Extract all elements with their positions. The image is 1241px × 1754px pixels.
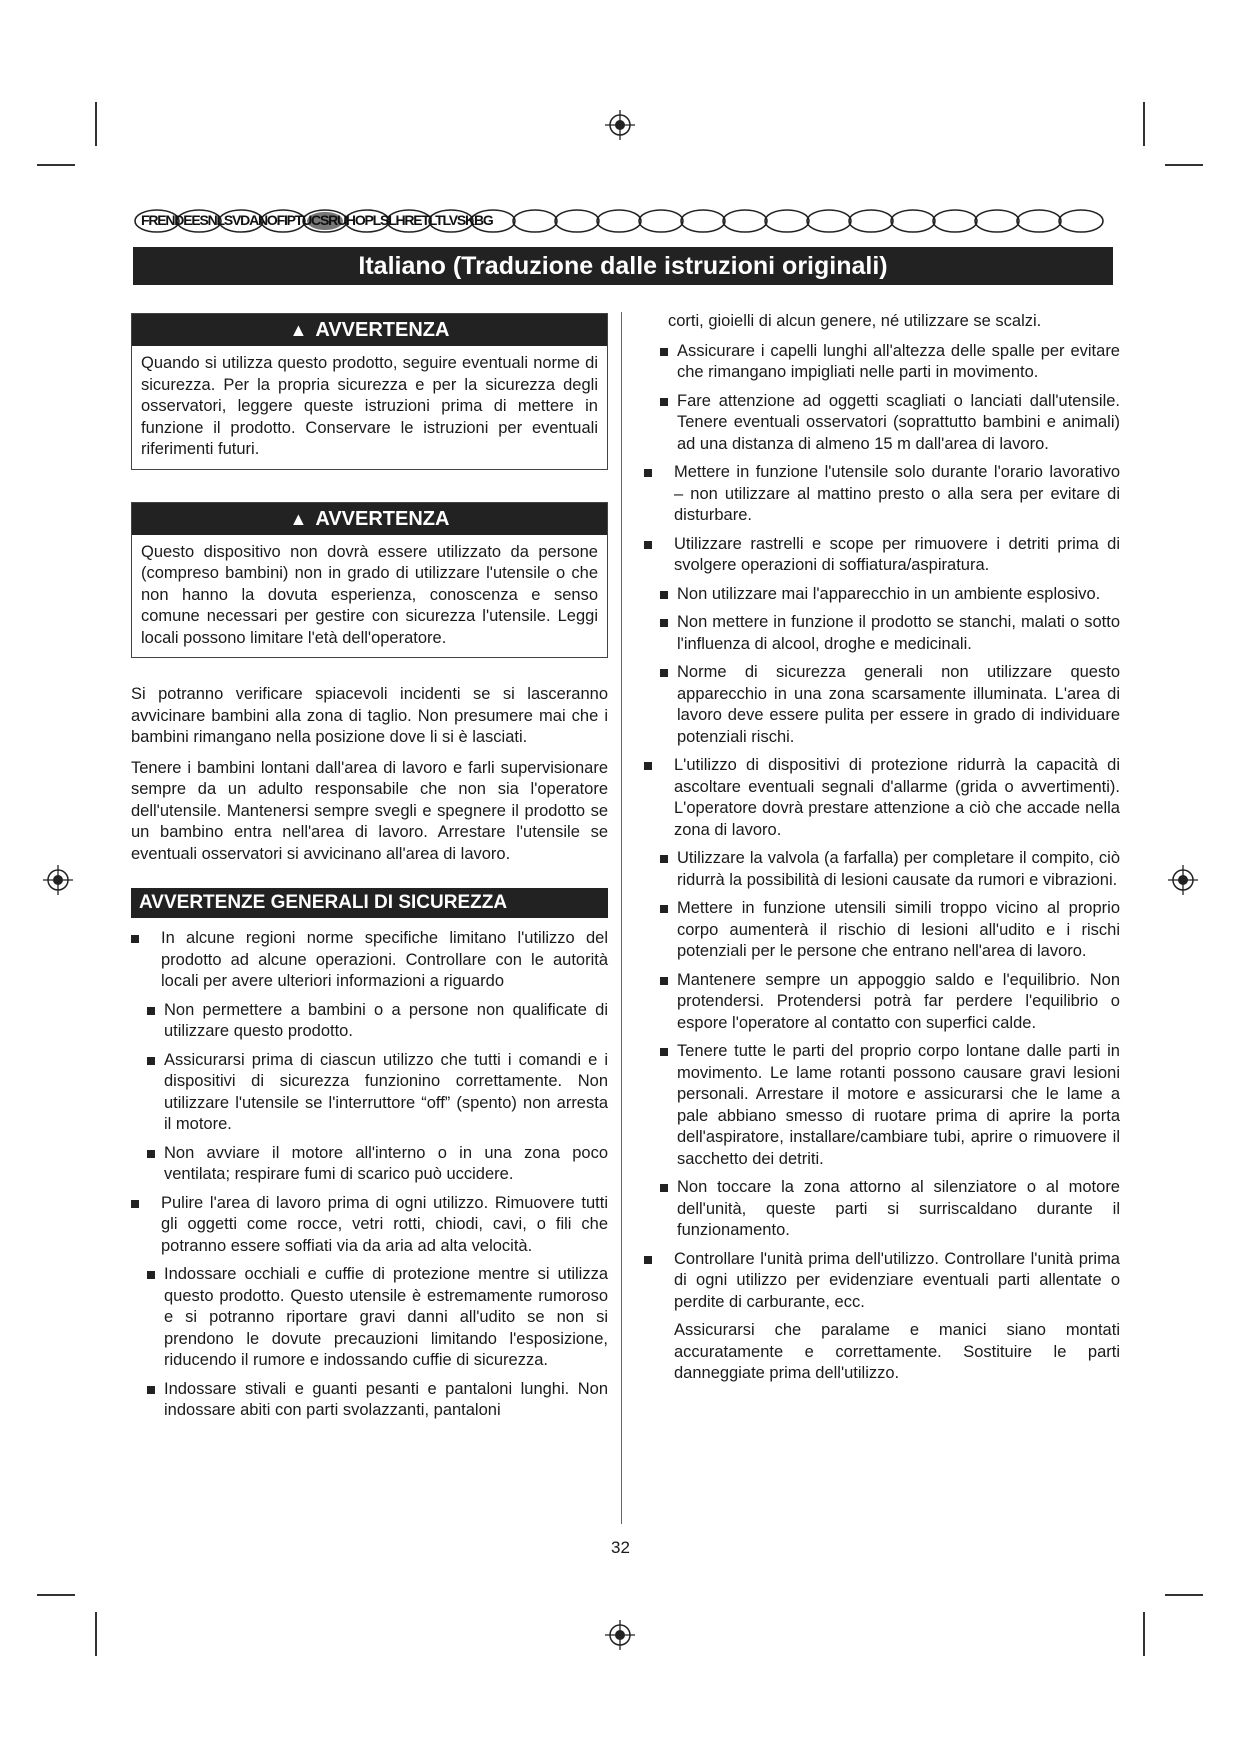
crop-mark xyxy=(1165,1594,1203,1596)
bullet-square-icon xyxy=(660,619,668,627)
bullet-text: Assicurarsi prima di ciascun utilizzo che tutti i comandi e i dispositivi di sicurezza funzionino correttamente. Non utilizzare l'utensile se l'interruttore “off” (spento) non arresta il motore. xyxy=(164,1050,608,1133)
bullet-text: Mettere in funzione l'utensile solo durante l'orario lavorativo – non utilizzare al mattino presto o alla sera per evitare di disturbare. xyxy=(674,463,1120,524)
bullet-text: Pulire l'area di lavoro prima di ogni utilizzo. Rimuovere tutti gli oggetti come rocce, vetri rotti, chiodi, cavi, o fili che potranno essere soffiati via da aria ad alta velocità. xyxy=(161,1193,608,1255)
page-title: Italiano (Traduzione dalle istruzioni originali) xyxy=(133,247,1113,285)
crop-mark xyxy=(37,164,75,166)
bullet-text: Non utilizzare mai l'apparecchio in un ambiente esplosivo. xyxy=(677,584,1101,603)
body-paragraph: Assicurarsi che paralame e manici siano montati accuratamente e correttamente. Sostituire le parti danneggiate prima dell'utilizzo. xyxy=(674,1321,1120,1382)
bullet-square-icon xyxy=(660,977,668,985)
warning-box xyxy=(131,313,608,470)
bullet-square-icon xyxy=(644,1256,652,1264)
bullet-item xyxy=(644,898,1120,963)
language-codes: FRENDEESNLSVDANOFIPTUCSRUHOPLSLHRETLTLVSKBG xyxy=(141,212,493,228)
left-column xyxy=(131,313,608,1429)
bullet-item xyxy=(131,1264,608,1372)
bullet-square-icon xyxy=(147,1271,155,1279)
bullet-text: Fare attenzione ad oggetti scagliati o lanciati dall'utensile. Tenere eventuali osservatori (soprattutto bambini e animali) ad una distanza di almeno 15 m dall'area di lavoro. xyxy=(677,391,1120,453)
bullet-text: In alcune regioni norme specifiche limitano l'utilizzo del prodotto ad alcune operazioni. Controllare con le autorità locali per avere ulteriori informazioni a riguardo xyxy=(161,929,608,990)
right-column xyxy=(644,311,1120,1394)
warning-title: AVVERTENZA xyxy=(315,319,450,341)
body-paragraph: Tenere i bambini lontani dall'area di lavoro e farli supervisionare sempre da un adulto responsabile che non sia l'operatore dell'utensile. Mantenersi sempre svegli e spegnere il prodotto se un bambino entra nell'area di lavoro. Arrestare l'utensile se eventuali osservatori si avvicinano all'area di lavoro. xyxy=(131,758,608,863)
bullet-text: Assicurare i capelli lunghi all'altezza delle spalle per evitare che rimangano impigliati nelle parti in movimento. xyxy=(677,341,1120,381)
bullet-text: Tenere tutte le parti del proprio corpo lontane dalle parti in movimento. Le lame rotanti possono causare gravi lesioni personali. Arrestare il motore e assicurarsi che le lame a pale abbiano smesso di ruotare prima di aprire la porta dell'aspiratore, installare/cambiare tubi, aprire o rimuovere il sacchetto dei detriti. xyxy=(677,1042,1120,1168)
bullet-square-icon xyxy=(660,905,668,913)
warning-header xyxy=(132,503,607,535)
language-tabs xyxy=(133,207,1113,235)
bullet-square-icon xyxy=(660,1184,668,1192)
warning-text: Questo dispositivo non dovrà essere utilizzato da persone (compreso bambini) non in grado di utilizzare l'utensile o che non hanno la dovuta esperienza, conoscenza e senso comune necessari per gestire con sicurezza l'utensile. Leggi locali possono limitare l'età dell'operatore. xyxy=(141,542,598,647)
bullet-square-icon xyxy=(147,1150,155,1158)
bullet-text: Non avviare il motore all'interno o in una zona poco ventilata; respirare fumi di scarico può uccidere. xyxy=(164,1143,608,1183)
crop-mark xyxy=(37,1594,75,1596)
bullet-square-icon xyxy=(644,541,652,549)
bullet-text: Norme di sicurezza generali non utilizzare questo apparecchio in una zona scarsamente illuminata. L'area di lavoro deve essere pulita per essere in grado di individuare potenziali rischi. xyxy=(677,663,1120,746)
page-number: 32 xyxy=(611,1538,630,1557)
bullet-square-icon xyxy=(660,398,668,406)
bullet-square-icon xyxy=(644,469,652,477)
bullet-square-icon xyxy=(660,348,668,356)
bullet-text: Indossare stivali e guanti pesanti e pantaloni lunghi. Non indossare abiti con parti svolazzanti, pantaloni xyxy=(164,1379,608,1419)
registration-mark-icon xyxy=(605,1620,635,1650)
bullet-item xyxy=(644,584,1120,606)
bullet-text: Controllare l'unità prima dell'utilizzo. Controllare l'unità prima di ogni utilizzo per evidenziare eventuali parti allentate o perdite di carburante, ecc. xyxy=(674,1249,1120,1311)
warning-box xyxy=(131,502,608,659)
bullet-item xyxy=(131,1193,608,1258)
bullet-square-icon xyxy=(147,1057,155,1065)
registration-mark-icon xyxy=(605,110,635,140)
bullet-square-icon xyxy=(131,1200,139,1208)
registration-mark-icon xyxy=(43,865,73,895)
body-paragraph: Si potranno verificare spiacevoli incidenti se si lasceranno avvicinare bambini alla zona di taglio. Non presumere mai che i bambini rimangano nella posizione dove li si è lasciati. xyxy=(131,685,608,746)
bullet-text: Non mettere in funzione il prodotto se stanchi, malati o sotto l'influenza di alcool, droghe e medicinali. xyxy=(677,613,1120,653)
bullet-item xyxy=(644,1041,1120,1170)
bullet-square-icon xyxy=(147,1386,155,1394)
bullet-item xyxy=(644,755,1120,841)
crop-mark xyxy=(1165,164,1203,166)
bullet-text: Mettere in funzione utensili simili troppo vicino al proprio corpo aumenterà il rischio di lesioni all'udito e i rischi potenziali per le persone che entrano nell'area di lavoro. xyxy=(677,899,1120,960)
bullet-text: L'utilizzo di dispositivi di protezione ridurrà la capacità di ascoltare eventuali segnali d'allarme (grida o avvertimenti). L'operatore dovrà prestare attenzione a ciò che accade nella zona di lavoro. xyxy=(674,756,1120,839)
bullet-square-icon xyxy=(660,669,668,677)
bullet-text: Utilizzare rastrelli e scope per rimuovere i detriti prima di svolgere operazioni di soffiatura/aspiratura. xyxy=(674,534,1120,574)
column-divider xyxy=(621,312,622,1524)
bullet-text: Utilizzare la valvola (a farfalla) per completare il compito, ciò ridurrà la possibilità di lesioni causate da rumori e vibrazioni. xyxy=(677,849,1120,889)
crop-mark xyxy=(1143,102,1145,146)
bullet-square-icon xyxy=(660,591,668,599)
bullet-item xyxy=(131,928,608,993)
crop-mark xyxy=(95,102,97,146)
bullet-item xyxy=(644,341,1120,384)
bullet-text: Non toccare la zona attorno al silenziatore o al motore dell'unità, queste parti si surriscaldano durante il funzionamento. xyxy=(677,1178,1120,1239)
bullet-item xyxy=(644,612,1120,655)
bullet-item xyxy=(131,1000,608,1043)
registration-mark-icon xyxy=(1168,865,1198,895)
bullet-item xyxy=(644,662,1120,748)
bullet-item xyxy=(644,462,1120,527)
section-heading: AVVERTENZE GENERALI DI SICUREZZA xyxy=(131,888,608,918)
bullet-item xyxy=(131,1143,608,1186)
bullet-text: Mantenere sempre un appoggio saldo e l'equilibrio. Non protendersi. Protendersi potrà far perdere l'equilibrio o espore l'operatore al contatto con superfici calde. xyxy=(677,970,1120,1032)
bullet-text: Non permettere a bambini o a persone non qualificate di utilizzare questo prodotto. xyxy=(164,1000,608,1040)
bullet-item xyxy=(644,1249,1120,1314)
bullet-item xyxy=(644,534,1120,577)
bullet-item xyxy=(644,848,1120,891)
crop-mark xyxy=(95,1612,97,1656)
bullet-square-icon xyxy=(660,855,668,863)
bullet-square-icon xyxy=(660,1048,668,1056)
bullet-item xyxy=(644,970,1120,1035)
bullet-square-icon xyxy=(644,762,652,770)
warning-triangle-icon: ▲ xyxy=(289,508,308,529)
warning-title: AVVERTENZA xyxy=(315,507,450,530)
bullet-square-icon xyxy=(131,935,139,943)
continuation-text: corti, gioielli di alcun genere, né utilizzare se scalzi. xyxy=(668,312,1042,330)
crop-mark xyxy=(1143,1612,1145,1656)
warning-header xyxy=(132,314,607,346)
bullet-square-icon xyxy=(147,1007,155,1015)
bullet-item xyxy=(644,1177,1120,1242)
bullet-item xyxy=(644,391,1120,456)
bullet-item xyxy=(131,1379,608,1422)
warning-triangle-icon: ▲ xyxy=(289,320,308,340)
warning-text: Quando si utilizza questo prodotto, seguire eventuali norme di sicurezza. Per la propria sicurezza e per la sicurezza degli osservatori, leggere queste istruzioni prima di mettere in funzione il prodotto. Conservare le istruzioni per eventuali riferimenti futuri. xyxy=(141,354,598,458)
bullet-text: Indossare occhiali e cuffie di protezione mentre si utilizza questo prodotto. Questo utensile è estremamente rumoroso e si potranno riportare gravi danni all'udito se non si prendono le dovute precauzioni limitando l'esposizione, riducendo il rumore e indossando cuffie di sicurezza. xyxy=(164,1265,608,1369)
bullet-item xyxy=(131,1050,608,1136)
